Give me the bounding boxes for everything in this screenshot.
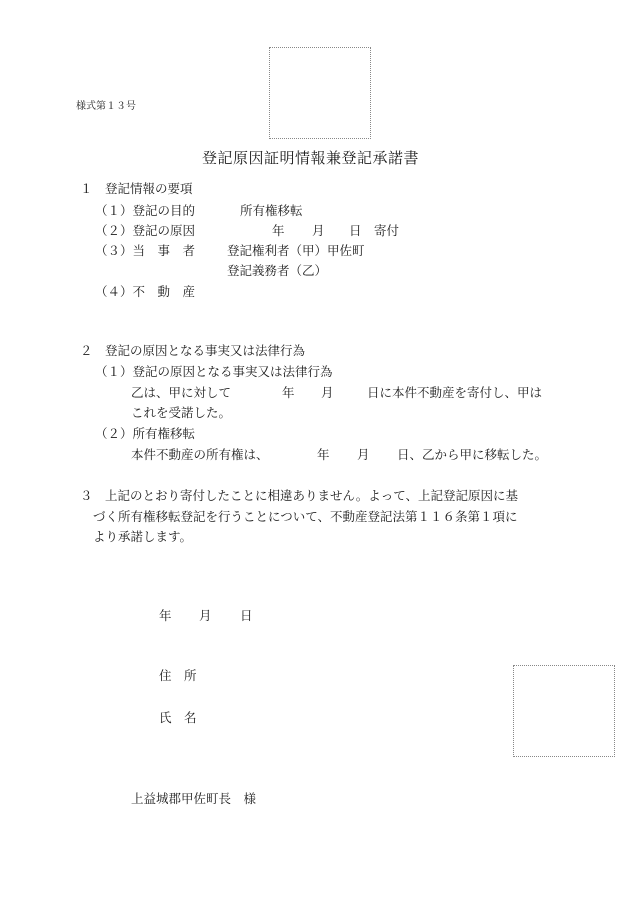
section1-heading: １ 登記情報の要項 [80, 181, 193, 196]
section2-sub2-month: 月 [357, 447, 370, 462]
section2-sub2-year: 年 [317, 447, 330, 462]
section2-sub2-label: （２）所有権移転 [95, 426, 196, 441]
sign-month: 月 [199, 608, 212, 623]
item2-month: 月 [312, 223, 325, 238]
seal-stamp-box [513, 665, 615, 757]
item2-day: 日 [349, 223, 362, 238]
item1-value: 所有権移転 [240, 203, 303, 218]
item2-year: 年 [272, 223, 285, 238]
section2-heading: ２ 登記の原因となる事実又は法律行為 [80, 343, 306, 358]
item2-label: （２）登記の原因 [95, 223, 196, 238]
sign-year: 年 [159, 608, 172, 623]
addressee: 上益城郡甲佐町長 様 [131, 791, 257, 806]
section2-sub1-month: 月 [321, 385, 334, 400]
section2-sub1-year: 年 [282, 385, 295, 400]
item4-label: （４）不 動 産 [95, 284, 196, 299]
section3-line2: づく所有権移転登記を行うことについて、不動産登記法第１１６条第１項に [93, 509, 518, 524]
section2-sub1-label: （１）登記の原因となる事実又は法律行為 [95, 364, 333, 379]
section3-line3: より承諾します。 [93, 529, 193, 544]
section3-line1: ３ 上記のとおり寄付したことに相違ありません。よって、上記登記原因に基 [80, 488, 519, 503]
item3-value2: 登記義務者（乙） [227, 263, 328, 278]
section2-sub2-b: 日、乙から甲に移転した。 [397, 447, 548, 462]
item3-label: （３）当 事 者 [95, 243, 196, 258]
section2-sub1-line2: これを受諾した。 [131, 405, 232, 420]
section2-sub2-a: 本件不動産の所有権は、 [131, 447, 269, 462]
name-label: 氏 名 [159, 710, 197, 725]
item2-value: 寄付 [374, 223, 400, 238]
form-number: 様式第１３号 [76, 101, 136, 112]
sign-day: 日 [240, 608, 253, 623]
document-title: 登記原因証明情報兼登記承諾書 [202, 149, 420, 167]
address-label: 住 所 [159, 668, 197, 683]
section2-sub1-line1a: 乙は、甲に対して [131, 385, 232, 400]
top-stamp-box [269, 47, 371, 139]
item1-label: （１）登記の目的 [95, 203, 196, 218]
section2-sub1-line1b: 日に本件不動産を寄付し、甲は [367, 385, 543, 400]
item3-value: 登記権利者（甲）甲佐町 [227, 243, 365, 258]
